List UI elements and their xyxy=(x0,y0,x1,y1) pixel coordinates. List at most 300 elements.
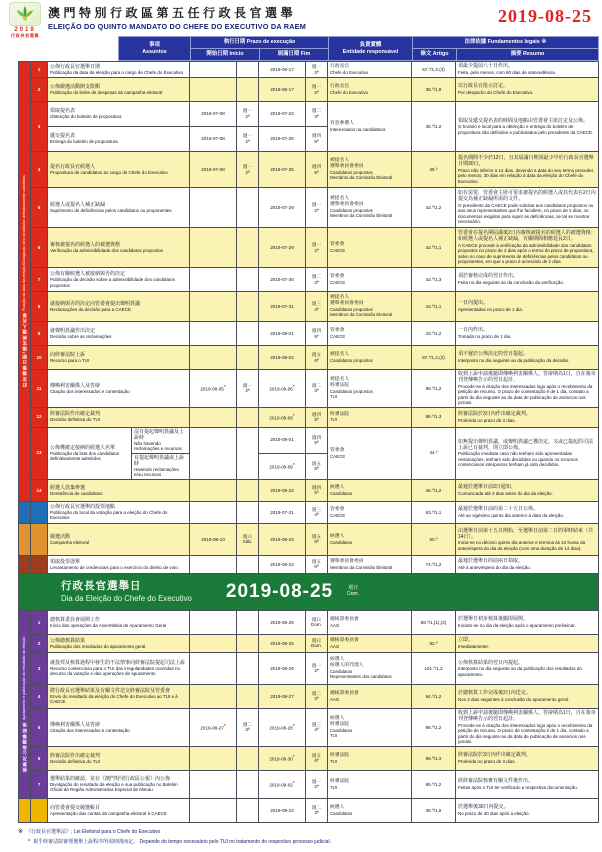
row-number: 5 xyxy=(31,708,48,746)
election-day-titles xyxy=(61,580,192,603)
artigo-cell: 63.º/1,1 xyxy=(412,501,456,523)
inicio-weekday xyxy=(237,188,259,228)
election-day-weekday xyxy=(347,586,359,597)
row-number xyxy=(31,798,48,822)
weekday-pt: 2ª xyxy=(314,69,319,75)
inicio-date xyxy=(190,102,237,127)
entidade-zh: 候選人 xyxy=(330,804,345,810)
weekday-zh: 週一 xyxy=(242,163,253,169)
entidade-zh: 被提名人 xyxy=(330,158,350,164)
fim-weekday xyxy=(306,770,328,798)
artigo-cell: 88.º/1,3 xyxy=(412,407,456,427)
section-band xyxy=(19,501,31,523)
fim-weekday xyxy=(306,78,328,102)
fim-weekday xyxy=(306,555,328,573)
weekday-zh: 週一 xyxy=(311,662,322,668)
resumo-cell xyxy=(456,152,599,188)
row-number: 11 xyxy=(31,370,48,408)
fim-date xyxy=(259,62,306,78)
footnotes xyxy=(18,828,598,845)
table-row xyxy=(19,652,599,684)
fim-date-value: 2019-07-25 xyxy=(270,136,294,142)
entidade-pt: TUI xyxy=(330,394,338,400)
assunto-pt: Publicação do limite de despesas da campanha eleitoral xyxy=(50,89,163,95)
fim-date xyxy=(259,610,306,634)
entidade-pt: Candidatos xyxy=(330,490,353,496)
artigo-cell: 87.º/1,2,(2) xyxy=(412,346,456,370)
resumo-pt: Procede-se à citação dos interessados logo após o recebimento da petição de recurso. O prazo de contestação é de 1 dia, contado a partir do dia seguinte ao da data de publicação de anúncios nos jornais. xyxy=(458,383,593,406)
resumo-cell xyxy=(456,708,599,746)
assunto-zh: 競選活動 xyxy=(50,533,71,540)
inicio-date xyxy=(190,708,237,746)
page-title-pt: ELEIÇÃO DO QUINTO MANDATO DO CHEFE DO EXECUTIVO DA RAEM xyxy=(48,22,307,31)
resumo-cell xyxy=(456,292,599,322)
resumo-cell xyxy=(456,610,599,634)
fim-weekday xyxy=(306,62,328,78)
assunto-cell xyxy=(48,152,190,188)
resumo-zh: 一日內提出。 xyxy=(458,300,489,307)
weekday-zh: 週六 xyxy=(242,533,253,539)
assunto-cell xyxy=(48,228,190,268)
entidade-pt: TUI xyxy=(330,758,338,764)
assunto-zh: 領取投票憑單 xyxy=(50,558,81,565)
resumo-pt: Procede-se à citação dos interessados logo após o recebimento da petição de recurso. O prazo de contestação é de 1 dia, contado a partir do dia seguinte ao da data de publicação de anúncios nos jornais. xyxy=(458,722,593,745)
entidade-pt: Membros da Comissão Eleitoral xyxy=(330,564,393,570)
fim-weekday xyxy=(306,652,328,684)
fim-date-value: 2019-08-08 xyxy=(269,415,293,421)
logo-caption: 行政長官選舉 xyxy=(10,33,40,38)
entidade-cell xyxy=(328,78,412,102)
inicio-date xyxy=(190,652,237,684)
table-row xyxy=(19,555,599,573)
table-row xyxy=(19,188,599,228)
entidade-zh: 選舉委員會委員 xyxy=(330,558,364,564)
inicio-weekday xyxy=(237,78,259,102)
assunto-pt: Decisão definitiva do TUI xyxy=(50,417,100,423)
resumo-pt: No prazo de 30 dias após a eleição. xyxy=(458,810,530,816)
weekday-zh: 週二 xyxy=(311,273,322,279)
assunto-pt: Decisão sobre as reclamações xyxy=(50,333,112,339)
entidade-cell xyxy=(328,268,412,292)
entidade-zh: 管委會 xyxy=(330,327,345,333)
row-number: 6 xyxy=(31,746,48,770)
fim-weekday xyxy=(306,292,328,322)
fim-weekday xyxy=(306,127,328,152)
weekday-pt: 4ª xyxy=(314,727,319,733)
table-row xyxy=(19,746,599,770)
assunto-zh: 就聲明異議作出決定 xyxy=(50,327,96,334)
assunto-pt: Citação dos interessados e contestação xyxy=(50,388,130,394)
assunto-cell xyxy=(48,555,190,573)
fim-weekday xyxy=(306,634,328,652)
weekday-pt: 3ª xyxy=(314,114,319,119)
assunto-cell xyxy=(48,610,190,634)
entidade-zh: 終審法院 xyxy=(330,778,350,784)
page-title-zh: 澳門特別行政區第五任行政長官選舉 xyxy=(48,6,297,20)
entidade-cell xyxy=(328,479,412,501)
section-band-label xyxy=(19,62,30,501)
entidade-zh: 選舉委員會委員 xyxy=(330,202,364,208)
fim-date xyxy=(259,152,306,188)
section-band xyxy=(19,62,31,502)
assunto-zh: 公佈行政長官選舉的投票地點 xyxy=(50,503,116,510)
page-header xyxy=(0,0,602,36)
entidade-pt: AAG xyxy=(330,696,340,702)
resumo-zh: 由選舉日前第十五日開始，至選舉日前第二日的零時結束（共14日）。 xyxy=(458,527,594,540)
assunto-cell xyxy=(48,102,190,127)
fim-date xyxy=(259,370,306,408)
fim-date-value: 2019-07-31 xyxy=(270,509,294,515)
table-row xyxy=(19,228,599,268)
row-number: 12 xyxy=(31,407,48,427)
weekday-zh: 週五 xyxy=(311,752,322,758)
entidade-pt: Candidatos propostos xyxy=(330,388,373,394)
assunto-zh: 提名行政長官候選人 xyxy=(50,163,96,170)
resumo-pt: Feita, pelo menos, com 60 dias de antecedência. xyxy=(458,70,557,76)
table-row xyxy=(19,102,599,127)
fim-date-value: 2019-08-23 xyxy=(270,561,294,567)
entidade-cell xyxy=(328,708,412,746)
fim-date xyxy=(259,708,306,746)
fim-date-value: 2019-08-01 xyxy=(270,437,294,443)
artigo-cell: 38.º/1,9 xyxy=(412,798,456,822)
inicio-weekday xyxy=(237,228,259,268)
weekday-pt: Sáb. xyxy=(242,539,253,545)
section-band xyxy=(19,610,31,798)
fim-date-value: 2019-08-23 xyxy=(270,536,294,542)
resumo-zh: 須不遲於公佈決定的翌日提起。 xyxy=(458,351,529,358)
assunto-cell xyxy=(48,188,190,228)
inicio-date xyxy=(190,268,237,292)
artigo-cell: 36.º xyxy=(412,152,456,188)
resumo-pt: Até ao vigésimo quinto dia anterior à data da eleição. xyxy=(458,512,565,518)
col-header-entidade: 負責實體 Entidade responsável xyxy=(329,37,413,61)
inicio-date xyxy=(190,479,237,501)
assunto-zh: 公佈行政長官選舉日期 xyxy=(50,63,101,70)
assunto-zh: 候選人或提名人補正缺漏 xyxy=(50,201,106,208)
artigo-cell: 42.º/1,3 xyxy=(412,268,456,292)
entidade-zh: 被提名人 xyxy=(330,377,350,383)
artigo-cell: 98.º/1,2 xyxy=(412,708,456,746)
inicio-date-value: 2019-07-08 xyxy=(201,111,225,117)
entidade-cell xyxy=(328,555,412,573)
fim-date xyxy=(259,228,306,268)
inicio-date-value: 2019-07-08 xyxy=(201,136,225,142)
entidade-zh: 管委會 xyxy=(330,506,345,512)
artigo-cell: 95.º/1,2 xyxy=(412,770,456,798)
row-number xyxy=(31,501,48,523)
inicio-date xyxy=(190,346,237,370)
inicio-date xyxy=(190,78,237,102)
entidade-cell xyxy=(328,62,412,78)
artigo-cell: 74.º/1,2 xyxy=(412,555,456,573)
inicio-weekday xyxy=(237,427,259,479)
assunto-pt: Recurso contencioso para o TUI das irregularidades ocorridas no decurso da votação e das operações de apuramento xyxy=(50,666,180,677)
timetable-sheet xyxy=(18,36,598,845)
resumo-cell xyxy=(456,427,599,479)
assunto-pt: Citação dos interessados e contestação xyxy=(50,727,130,733)
fim-weekday xyxy=(306,188,328,228)
resumo-pt: Prazo não inferior a 12 dias, devendo a data do seu termo preceder, pelo menos, 30 dias em relação à data da eleição do Chefe do Executivo. xyxy=(458,167,595,184)
fim-weekday xyxy=(306,708,328,746)
resumo-zh: 最遲於選舉日的前兩日領取。 xyxy=(458,558,524,565)
weekday-zh: 週五 xyxy=(311,460,322,466)
fim-date-value: 2019-08-06 xyxy=(269,386,293,392)
assunto-pt: Havendo reclamações e/ou recursos xyxy=(134,466,179,478)
fim-weekday xyxy=(306,501,328,523)
election-day-zh: 行政長官選舉日 xyxy=(61,580,142,593)
weekday-pt: 4ª xyxy=(314,512,319,518)
fim-weekday xyxy=(306,453,328,479)
assunto-zh: 傳喚利害關係人及答辯 xyxy=(50,382,101,389)
resumo-zh: 一日內作出。 xyxy=(458,327,489,334)
resumo-pt: Inicia-se no décimo quinto dia anterior e termina às 24 horas da antevéspera do dia da eleição (com uma duração de 14 dias). xyxy=(458,540,586,551)
assunto-zh: 就接納與否的決定向管委會提出聲明異議 xyxy=(50,300,141,307)
weekday-zh: 週二 xyxy=(311,690,322,696)
assunto-pt: Publicação da decisão sobre a admissibilidade dos candidatos propostos xyxy=(50,277,175,288)
inicio-date xyxy=(190,634,237,652)
inicio-weekday xyxy=(237,127,259,152)
tui-footnote-marker: * xyxy=(292,723,295,729)
artigo-cell: 43.º/1,2 xyxy=(412,322,456,346)
election-day-date: 2019-08-25 xyxy=(225,581,334,603)
weekday-zh: 週一 xyxy=(311,63,322,69)
resumo-zh: 收到上訴申請後隨即傳喚利害關係人。答辯期為1日，自在報章刊登傳喚告示的翌日起計。 xyxy=(458,710,596,723)
entidade-zh: 終審法院 xyxy=(330,752,350,758)
election-day-row xyxy=(19,573,599,610)
inicio-date xyxy=(190,610,237,634)
table-row xyxy=(19,292,599,322)
fim-date-value: 2019-06-17 xyxy=(270,86,294,92)
weekday-zh: 週五 xyxy=(311,558,322,564)
resumo-zh: 以行政長官批示訂定。 xyxy=(458,83,509,90)
inicio-weekday xyxy=(237,610,259,634)
inicio-weekday xyxy=(237,746,259,770)
resumo-pt: Imediatamente. xyxy=(458,643,490,649)
resumo-cell xyxy=(456,555,599,573)
fim-weekday xyxy=(306,798,328,822)
entidade-zh: 被提名人 xyxy=(330,295,350,301)
tui-footnote-marker: * xyxy=(292,780,295,786)
assunto-pt: Envio do resultado da eleição do Chefe do Executivo ao TUI e à CAECE xyxy=(50,694,178,705)
assunto-cell xyxy=(48,370,190,408)
col-header-resumo: 摘要 Resumo xyxy=(457,49,599,61)
tui-footnote-marker: * xyxy=(223,384,226,390)
entidade-cell xyxy=(328,322,412,346)
resumo-cell xyxy=(456,346,599,370)
row-number: 7 xyxy=(31,770,48,798)
assunto-pt: Publicação dos resultados do apuramento geral xyxy=(50,643,146,649)
entidade-pt: Candidatos propostos xyxy=(330,207,373,213)
fim-date xyxy=(259,102,306,127)
weekday-pt: 3ª xyxy=(314,810,319,816)
resumo-cell xyxy=(456,268,599,292)
inicio-date xyxy=(190,523,237,555)
resumo-cell xyxy=(456,188,599,228)
entidade-pt: Membros da Comissão Eleitoral xyxy=(330,213,393,219)
fim-weekday xyxy=(306,102,328,127)
inicio-weekday xyxy=(237,634,259,652)
fim-date xyxy=(259,684,306,708)
fim-weekday xyxy=(306,268,328,292)
assunto-cell xyxy=(48,652,190,684)
fim-weekday xyxy=(306,684,328,708)
assunto-zh: 向終審法院上訴 xyxy=(50,351,86,358)
entidade-zh: 候選人 xyxy=(330,484,345,490)
entidade-pt: Chefe do Executivo xyxy=(330,89,369,95)
entidade-pt: CAECE xyxy=(330,333,346,339)
entidade-zh: 被提名人 xyxy=(330,196,350,202)
weekday-pt: 2ª xyxy=(314,247,319,253)
assunto-cell xyxy=(48,684,190,708)
col-header-fim: 屆滿日期 Fim xyxy=(260,49,329,61)
assunto-pt: Recurso para o TUI xyxy=(50,357,90,363)
fim-date xyxy=(259,523,306,555)
resumo-cell xyxy=(456,102,599,152)
row-number: 1 xyxy=(31,62,48,78)
inicio-date xyxy=(190,292,237,322)
artigo-cell: 38.º/1,9 xyxy=(412,78,456,102)
assunto-pt: Publicação da data da eleição para o cargo de Chefe do Executivo xyxy=(50,69,184,75)
col-header-fundamentos: 法律依據 Fundamentos legais ※ xyxy=(413,37,599,49)
inicio-date xyxy=(190,555,237,573)
row-number: 4 xyxy=(31,152,48,188)
inicio-weekday xyxy=(237,523,259,555)
table-row xyxy=(19,322,599,346)
weekday-pt: 6ª xyxy=(314,539,319,545)
election-date: 2019-08-25 xyxy=(498,6,592,26)
fim-weekday xyxy=(306,427,328,453)
fim-date xyxy=(259,292,306,322)
entidade-zh: 行政長官 xyxy=(330,63,350,69)
entidade-zh: 終審法院 xyxy=(330,722,350,728)
fim-date-value: 2019-09-02 xyxy=(269,782,293,788)
footnote-law: ※ 《行政長官選舉法》; Lei Eleitoral para o Chefe do Executivo xyxy=(18,828,161,835)
entidade-zh: 總核算委員會 xyxy=(330,616,359,622)
assunto-zh: 將行政長官選舉結果及有關文件送交終審法院及管委會 xyxy=(50,687,171,694)
inicio-date xyxy=(190,798,237,822)
weekday-pt: Dom. xyxy=(311,643,322,649)
entidade-pt: Candidatos xyxy=(330,810,353,816)
weekday-zh: 週四 xyxy=(311,133,322,139)
inicio-weekday xyxy=(237,708,259,746)
resumo-cell xyxy=(456,523,599,555)
entidade-cell xyxy=(328,684,412,708)
weekday-pt: 4ª xyxy=(314,306,319,312)
table-row xyxy=(19,523,599,555)
assunto-zh: 候選人放棄參選 xyxy=(50,484,86,491)
assunto-pt: Início das operações da Assembleia de Apuramento Geral xyxy=(50,622,167,628)
resumo-cell xyxy=(456,322,599,346)
entidade-pt: Representantes dos candidatos xyxy=(330,674,392,680)
fim-date xyxy=(259,188,306,228)
lotus-emblem-icon xyxy=(9,2,41,26)
weekday-pt: 3ª xyxy=(314,696,319,702)
footnote-tui: * 視乎終審法院審理選舉上訴程序所需時間而定。 Depende do tempo necessário pelo TUI no tratamento do respectivo processo judicial. xyxy=(28,838,331,845)
inicio-weekday xyxy=(237,407,259,427)
entidade-cell xyxy=(328,346,412,370)
row-number: 4 xyxy=(31,684,48,708)
fim-date-value: 2019-08-22 xyxy=(270,487,294,493)
artigo-cell: 45.º/1,2 xyxy=(412,479,456,501)
section-band xyxy=(19,798,31,822)
fim-date xyxy=(259,346,306,370)
weekday-pt: 5ª xyxy=(314,490,319,496)
fim-date xyxy=(259,479,306,501)
resumo-pt: Nos 2 dias seguintes à conclusão do apuramento geral. xyxy=(458,696,570,702)
resumo-zh: 終審法院於3日內作出確定裁判。 xyxy=(458,411,531,418)
election-day-weekday-pt: Dom. xyxy=(347,590,360,597)
entidade-cell xyxy=(328,634,412,652)
entidade-zh: 終審法院 xyxy=(330,411,350,417)
weekday-pt: 5ª xyxy=(314,139,319,144)
weekday-pt: 6ª xyxy=(314,466,319,472)
weekday-pt: 2ª xyxy=(314,207,319,213)
table-row xyxy=(19,346,599,370)
inicio-date xyxy=(190,684,237,708)
resumo-zh: 於總核算工作完成後2日內送交。 xyxy=(458,690,531,697)
fim-date-value: 2019-07-31 xyxy=(270,303,294,309)
entidade-pt: AAG xyxy=(330,643,340,649)
entidade-zh: 被提名人 xyxy=(330,351,350,357)
section-band-label-zh: 訂定選舉日期/確定候選人名單 xyxy=(21,312,27,388)
tui-footnote-marker: * xyxy=(292,413,295,419)
row-number: 7 xyxy=(31,268,48,292)
table-row xyxy=(19,152,599,188)
entidade-pt: Chefe do Executivo xyxy=(330,69,369,75)
resumo-zh: 最遲於選舉日前3日通知。 xyxy=(458,484,516,491)
fim-weekday xyxy=(306,346,328,370)
assunto-zh: 向管委會提交競選帳目 xyxy=(50,804,101,811)
artigo-cell: 42.º/1,1 xyxy=(412,228,456,268)
weekday-zh: 週四 xyxy=(311,484,322,490)
entidade-pt: CAECE xyxy=(330,247,346,253)
assunto-cell xyxy=(48,127,190,152)
fim-date-value: 2019-09-24 xyxy=(270,807,294,813)
table-row xyxy=(19,78,599,102)
weekday-zh: 週二 xyxy=(311,108,322,114)
fim-date-value: 2019-07-30 xyxy=(270,276,294,282)
resumo-pt: O presidente da CAECE pode solicitar aos candidatos propostos ou aos seus representantes que lhe facultem, no prazo de 2 dias, os documentos exigidos para suprir as deficiências, se tal se mostrar necessário. xyxy=(458,202,594,225)
entidade-pt: Candidatos xyxy=(330,668,353,674)
resumo-zh: 如無提出聲明異議，或聲明異議已獲決定，又或已提起的司法上訴已有裁判，則立即公佈。 xyxy=(458,438,594,451)
weekday-zh: 週三 xyxy=(311,506,322,512)
assunto-cell xyxy=(48,479,190,501)
weekday-zh: 週一 xyxy=(311,241,322,247)
fim-date xyxy=(259,770,306,798)
assunto-pt: Não havendo reclamações e recursos xyxy=(134,440,182,452)
entidade-zh: 總核算委員會 xyxy=(330,690,359,696)
inicio-date-value: 2019-08-05 xyxy=(200,386,224,392)
fim-date xyxy=(259,798,306,822)
resumo-zh: 收到上訴申請後隨即傳喚利害關係人。答辯期為1日，自在報章刊登傳喚告示的翌日起計。 xyxy=(458,371,596,384)
weekday-pt: 6ª xyxy=(314,357,319,363)
artigo-cell: 57.º/1,2,(3) xyxy=(412,62,456,78)
entidade-zh: 候選人 xyxy=(330,657,345,663)
weekday-pt: 2ª xyxy=(245,139,250,144)
weekday-zh: 週四 xyxy=(311,163,322,169)
assunto-zh: 就投票及核算過程中發生的不法情事向終審法院提起司法上訴 xyxy=(50,659,186,666)
tui-footnote-marker: * xyxy=(292,384,295,390)
resumo-cell xyxy=(456,798,599,822)
weekday-pt: 6ª xyxy=(314,758,319,764)
election-day-banner-inner xyxy=(21,580,596,603)
col-header-artigo: 條文 Artigo xyxy=(413,49,457,61)
entidade-pt: TUI xyxy=(330,417,338,423)
row-number: 2 xyxy=(31,78,48,102)
fim-date-value: 2019-08-30 xyxy=(269,756,293,762)
resumo-zh: 須最少提前六十日作出。 xyxy=(458,63,514,70)
